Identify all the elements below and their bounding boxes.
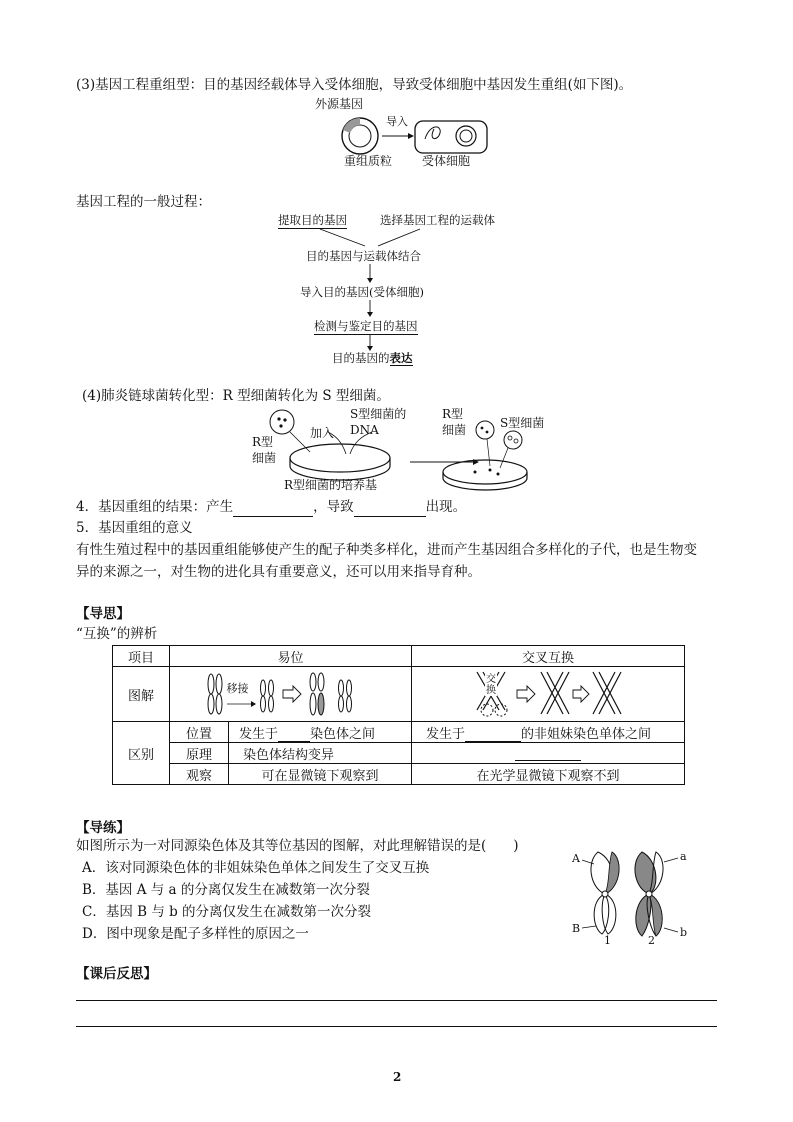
- position-translocation: [229, 722, 412, 743]
- homologous-chromosome-figure: [572, 848, 702, 948]
- result-prefix: 4．基因重组的结果：产生: [76, 499, 234, 515]
- result-mid: ，导致: [313, 499, 354, 515]
- section3-text: (3)基因工程重组型：目的基因经载体导入受体细胞，导致受体细胞中基因发生重组(如下图)。: [76, 77, 633, 93]
- reflection-heading: 【课后反思】: [76, 966, 157, 982]
- guide-think-heading: 【导思】: [76, 606, 130, 622]
- crossover-diagram: [473, 670, 623, 718]
- section4-text: (4)肺炎链球菌转化型：R 型细菌转化为 S 型细菌。: [82, 388, 390, 404]
- crossover-diagram-cell: [412, 667, 685, 722]
- import-label: 导入: [386, 115, 408, 128]
- result-suffix: 出现。: [425, 499, 467, 515]
- process-title: 基因工程的一般过程：: [76, 194, 211, 210]
- practice-heading: 【导练】: [76, 820, 130, 836]
- move-label: 移接: [226, 682, 249, 695]
- observe-crossover: 在光学显微镜下观察不到: [412, 764, 685, 785]
- meaning-title: 5．基因重组的意义: [76, 520, 193, 536]
- pos-trans-suffix: 染色体之间: [310, 726, 376, 742]
- meaning-body-1: 有性生殖过程中的基因重组能够使产生的配子种类多样化，进而产生基因组合多样化的子代，也是生物变: [76, 542, 697, 558]
- reflection-line-1[interactable]: [76, 1000, 717, 1001]
- result-blank-1[interactable]: [233, 502, 313, 517]
- gene-B-label: B: [572, 922, 581, 935]
- exchange-analysis-subtitle: “互换”的辨析: [76, 626, 158, 642]
- foreign-gene-label: 外源基因: [315, 97, 364, 111]
- pos-trans-blank[interactable]: [278, 727, 310, 742]
- gene-b-label: b: [680, 926, 688, 939]
- result-blank-2[interactable]: [354, 502, 426, 517]
- sub-observe: 观察: [170, 764, 229, 785]
- principle-cross-blank[interactable]: [515, 746, 581, 761]
- s-bacteria-label: S型细菌: [500, 416, 545, 430]
- chromosome-2-label: 2: [648, 934, 655, 947]
- position-crossover: [412, 722, 685, 743]
- flow-step1b: 选择基因工程的运载体: [380, 213, 495, 227]
- flow-step2: 目的基因与运载体结合: [306, 249, 421, 263]
- s-dna-label: S型细菌的 DNA: [350, 407, 407, 437]
- transformation-figure: [250, 402, 550, 494]
- pos-trans-prefix: 发生于: [239, 726, 279, 742]
- flow-step5-prefix: 目的基因的: [332, 351, 390, 365]
- pos-cross-blank[interactable]: [465, 727, 521, 742]
- header-crossover: 交叉互换: [412, 646, 685, 667]
- pos-cross-prefix: 发生于: [426, 726, 466, 742]
- observe-translocation: 可在显微镜下观察到: [229, 764, 412, 785]
- r-medium-label: R型细菌的培养基: [284, 478, 378, 492]
- recombinant-plasmid-label: 重组质粒: [344, 154, 393, 168]
- translocation-diagram-cell: [170, 667, 412, 722]
- process-flow: [270, 212, 530, 372]
- gene-a-label: a: [680, 850, 687, 863]
- recombinant-plasmid-figure: [315, 97, 490, 172]
- header-translocation: 易位: [170, 646, 412, 667]
- option-a[interactable]: A．该对同源染色体的非姐妹染色单体之间发生了交叉互换: [82, 860, 430, 876]
- meaning-body-2: 异的来源之一，对生物的进化具有重要意义，还可以用来指导育种。: [76, 564, 481, 580]
- principle-translocation: 染色体结构变异: [229, 743, 412, 764]
- flow-step4: 检测与鉴定目的基因: [314, 319, 418, 333]
- flow-step1: 提取目的基因: [278, 213, 347, 227]
- page-number: 2: [393, 1070, 402, 1084]
- gene-A-label: A: [572, 852, 580, 865]
- flow-step5: [332, 350, 413, 366]
- r-bacteria-label-2: R型 细菌: [442, 407, 467, 437]
- header-item: 项目: [113, 646, 170, 667]
- row-diff: 区别: [113, 722, 170, 785]
- option-d[interactable]: D．图中现象是配子多样性的原因之一: [82, 926, 309, 942]
- comparison-table: [112, 645, 685, 785]
- pos-cross-suffix: 的非姐妹染色单体之间: [521, 726, 652, 742]
- principle-crossover: [412, 743, 685, 764]
- translocation-diagram: [201, 670, 381, 718]
- flow-step5-underlined: 表达: [389, 351, 413, 365]
- r-bacteria-label: R型 细菌: [252, 435, 277, 465]
- sub-principle: 原理: [170, 743, 229, 764]
- flow-step3: 导入目的基因(受体细胞): [300, 285, 424, 299]
- reflection-line-2[interactable]: [76, 1026, 717, 1027]
- add-label: 加入: [310, 426, 335, 440]
- option-b[interactable]: B．基因 A 与 a 的分离仅发生在减数第一次分裂: [82, 882, 370, 898]
- exchange-label: 交换: [486, 674, 496, 696]
- chromosome-1-label: 1: [604, 934, 611, 947]
- row-diagram: 图解: [113, 667, 170, 722]
- practice-question: 如图所示为一对同源染色体及其等位基因的图解，对此理解错误的是( ): [76, 838, 519, 854]
- option-c[interactable]: C．基因 B 与 b 的分离仅发生在减数第一次分裂: [82, 904, 372, 920]
- sub-position: 位置: [170, 722, 229, 743]
- result-line: [76, 497, 466, 517]
- receptor-cell-label: 受体细胞: [422, 154, 471, 168]
